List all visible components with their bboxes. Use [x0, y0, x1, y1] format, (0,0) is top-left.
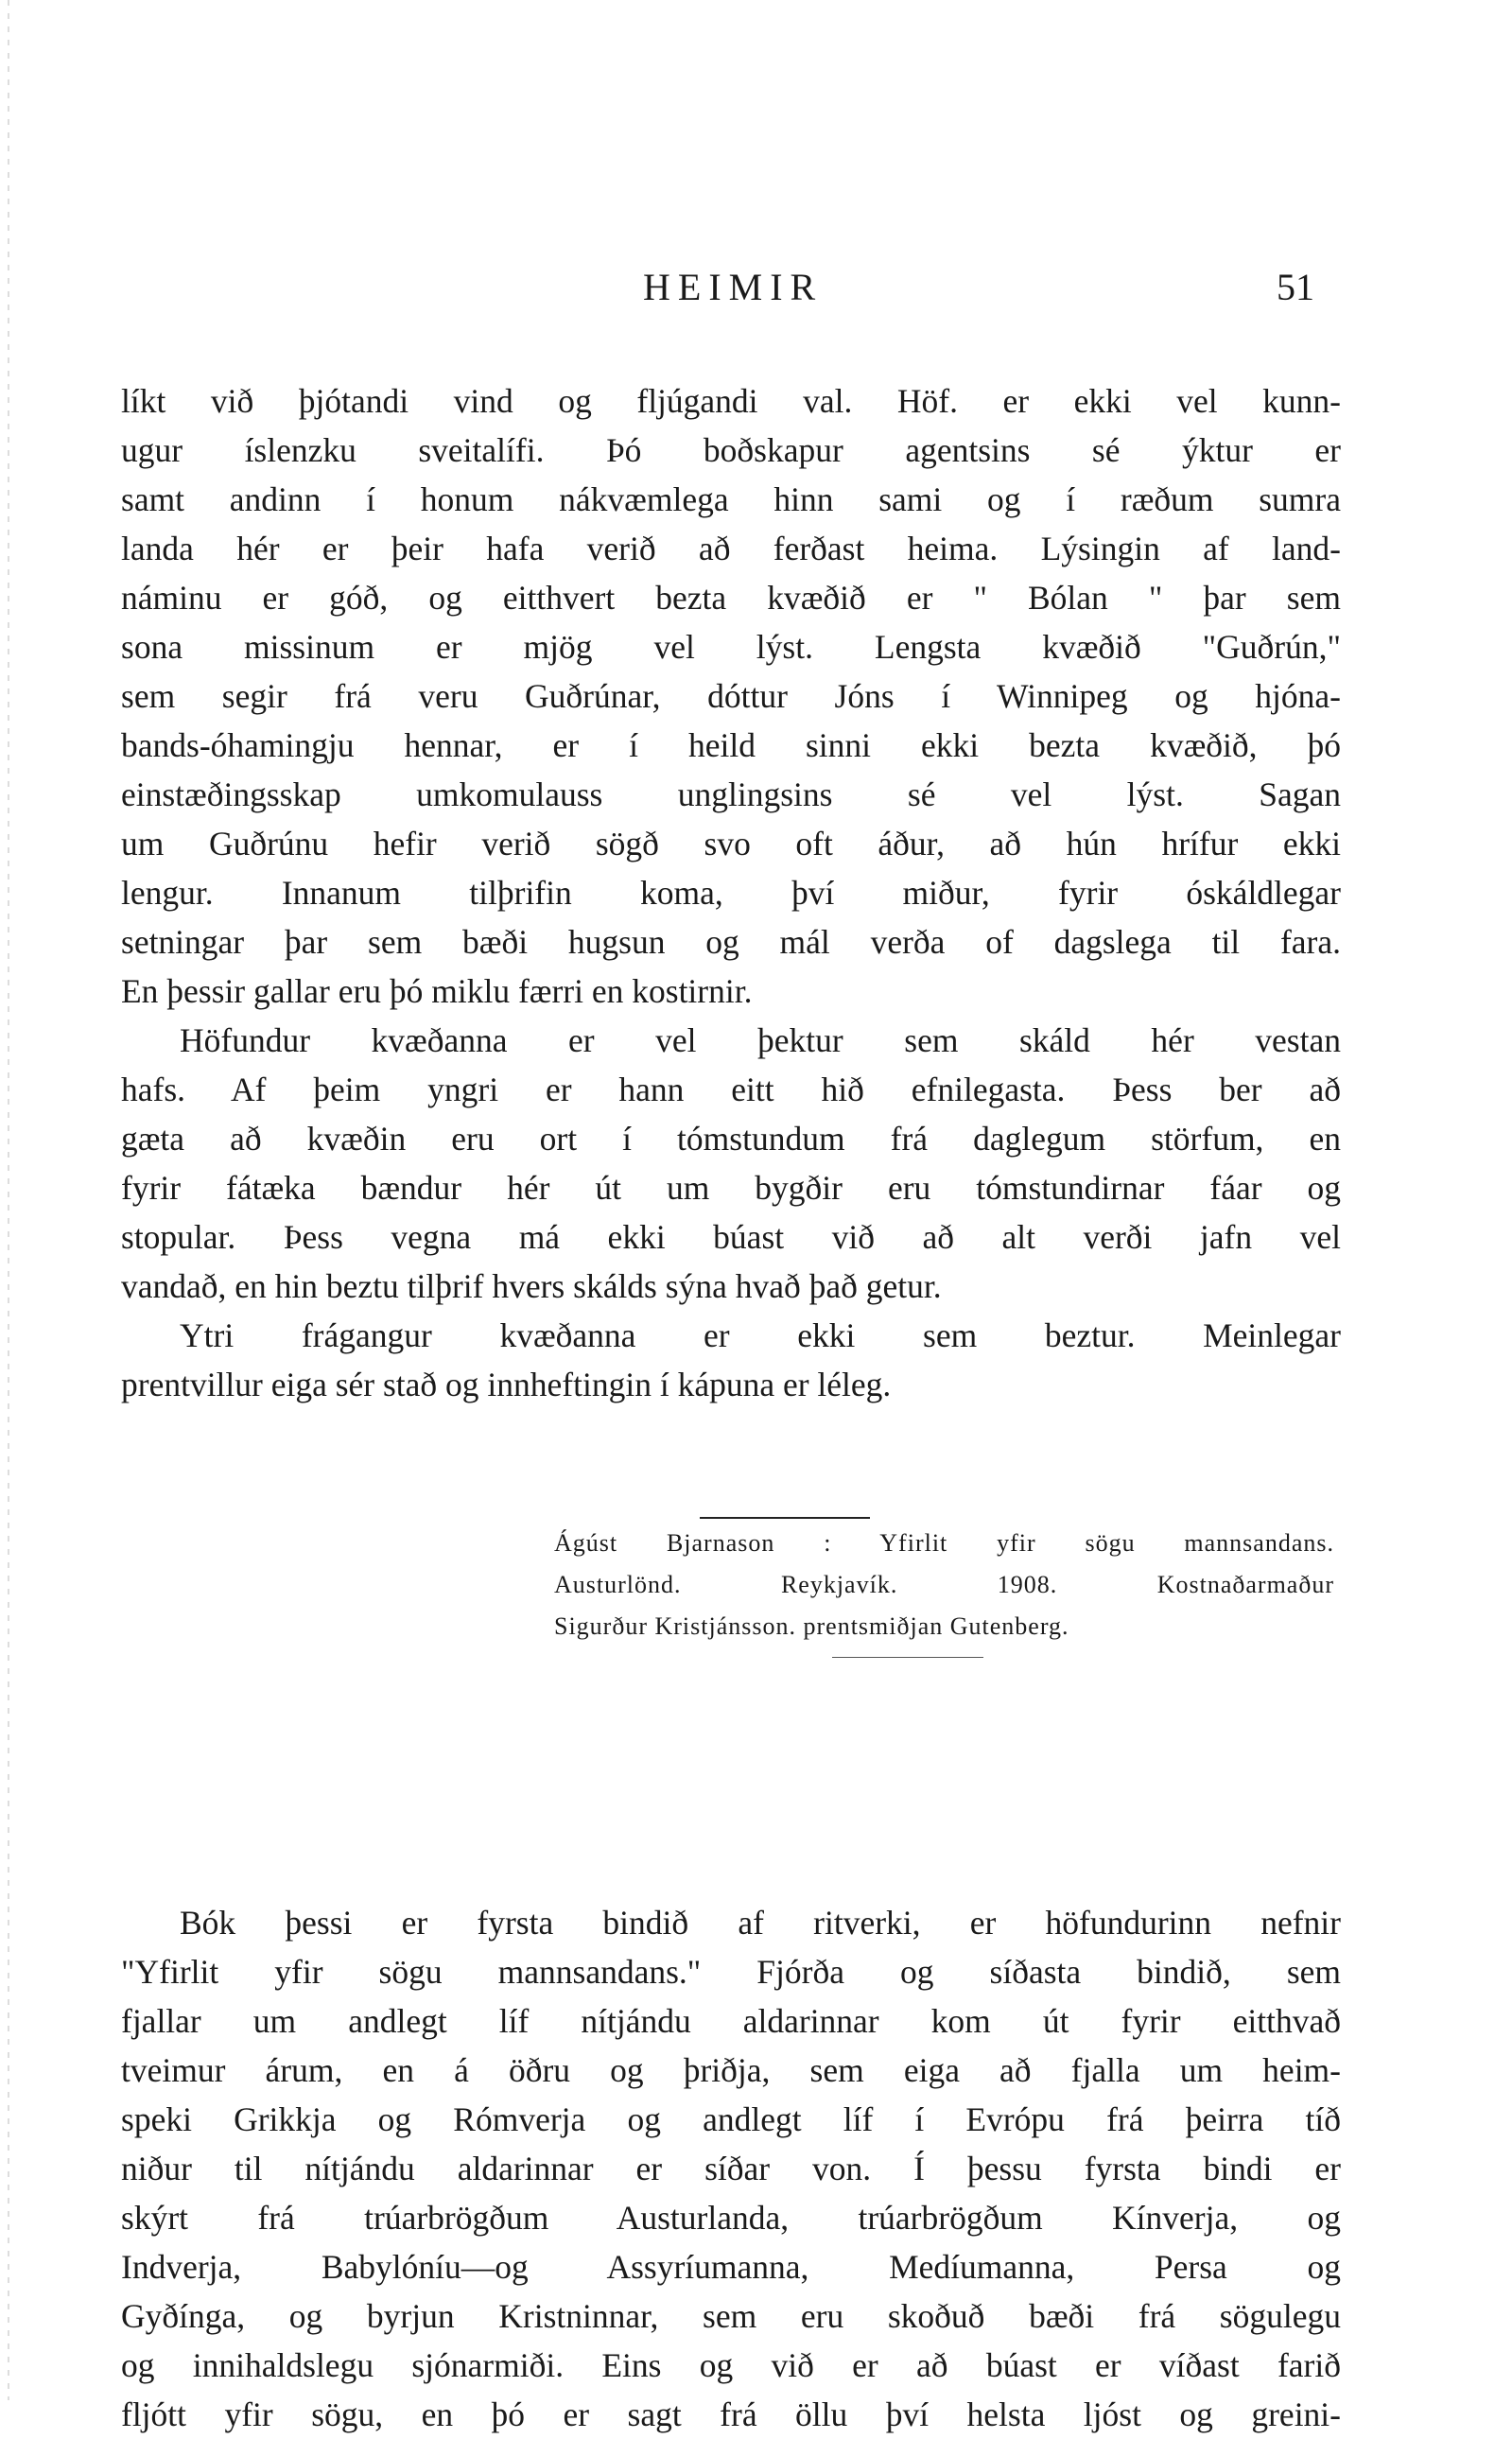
text-line: bands-óhamingju hennar, er í heild sinni ekki bezta kvæðið, þó: [121, 726, 1341, 764]
text-line: einstæðingsskap umkomulauss unglingsins sé vel lýst. Sagan: [121, 775, 1341, 813]
text-line: Ytri frágangur kvæðanna er ekki sem beztur. Meinlegar: [180, 1316, 1341, 1354]
text-line: sem segir frá veru Guðrúnar, dóttur Jóns í Winnipeg og hjóna-: [121, 677, 1341, 715]
entry-divider: [832, 1657, 983, 1658]
bibliography-line: Austurlönd. Reykjavík. 1908. Kostnaðarmaður: [554, 1571, 1334, 1598]
text-line: landa hér er þeir hafa verið að ferðast heima. Lýsingin af land-: [121, 530, 1341, 567]
text-line: líkt við þjótandi vind og fljúgandi val. Höf. er ekki vel kunn-: [121, 382, 1341, 420]
text-line: speki Grikkja og Rómverja og andlegt líf í Evrópu frá þeirra tíð: [121, 2100, 1341, 2138]
text-line: og innihaldslegu sjónarmiði. Eins og við er að búast er víðast farið: [121, 2346, 1341, 2384]
text-line: prentvillur eiga sér stað og innheftingin í kápuna er léleg.: [121, 1366, 892, 1403]
text-line: ugur íslenzku sveitalífi. Þó boðskapur agentsins sé ýktur er: [121, 431, 1341, 469]
section-divider: [700, 1517, 870, 1519]
text-line: skýrt frá trúarbrögðum Austurlanda, trúarbrögðum Kínverja, og: [121, 2199, 1341, 2237]
text-line: lengur. Innanum tilþrifin koma, því miður, fyrir óskáldlegar: [121, 874, 1341, 912]
text-line: Höfundur kvæðanna er vel þektur sem skáld hér vestan: [180, 1021, 1341, 1059]
text-line: sona missinum er mjög vel lýst. Lengsta kvæðið "Guðrún,": [121, 628, 1341, 666]
text-line: Bók þessi er fyrsta bindið af ritverki, er höfundurinn nefnir: [180, 1904, 1341, 1942]
book-review-paragraph: [121, 1898, 1341, 2439]
bibliographic-entry: [554, 1523, 1334, 1647]
text-line: náminu er góð, og eitthvert bezta kvæðið er " Bólan " þar sem: [121, 579, 1341, 617]
text-line: niður til nítjándu aldarinnar er síðar von. Í þessu fyrsta bindi er: [121, 2150, 1341, 2187]
text-line: "Yfirlit yfir sögu mannsandans." Fjórða og síðasta bindið, sem: [121, 1953, 1341, 1991]
running-title: HEIMIR: [643, 266, 824, 308]
text-line: um Guðrúnu hefir verið sögð svo oft áður, að hún hrífur ekki: [121, 825, 1341, 862]
text-line: hafs. Af þeim yngri er hann eitt hið efnilegasta. Þess ber að: [121, 1071, 1341, 1108]
text-line: Indverja, Babylóníu—og Assyríumanna, Medíumanna, Persa og: [121, 2248, 1341, 2286]
text-line: setningar þar sem bæði hugsun og mál verða of dagslega til fara.: [121, 923, 1341, 961]
text-line: fljótt yfir sögu, en þó er sagt frá öllu því helsta ljóst og greini-: [121, 2395, 1341, 2433]
text-line: fyrir fátæka bændur hér út um bygðir eru tómstundirnar fáar og: [121, 1169, 1341, 1207]
review-paragraphs: [121, 376, 1341, 1409]
text-line: Gyðínga, og byrjun Kristninnar, sem eru skoðuð bæði frá sögulegu: [121, 2297, 1341, 2335]
page-number: 51: [1277, 266, 1314, 308]
text-line: En þessir gallar eru þó miklu færri en kostirnir.: [121, 972, 753, 1010]
text-line: tveimur árum, en á öðru og þriðja, sem eiga að fjalla um heim-: [121, 2051, 1341, 2089]
text-line: samt andinn í honum nákvæmlega hinn sami og í ræðum sumra: [121, 480, 1341, 518]
text-line: vandað, en hin beztu tilþrif hvers skálds sýna hvað það getur.: [121, 1267, 942, 1305]
running-head: [0, 265, 1512, 312]
text-line: stopular. Þess vegna má ekki búast við að alt verði jafn vel: [121, 1218, 1341, 1256]
binding-edge: [8, 0, 9, 2400]
text-line: fjallar um andlegt líf nítjándu aldarinnar kom út fyrir eitthvað: [121, 2002, 1341, 2040]
bibliography-line: Ágúst Bjarnason : Yfirlit yfir sögu mannsandans.: [554, 1529, 1334, 1557]
bibliography-line: Sigurður Kristjánsson. prentsmiðjan Gutenberg.: [554, 1612, 1069, 1640]
text-line: gæta að kvæðin eru ort í tómstundum frá daglegum störfum, en: [121, 1120, 1341, 1158]
